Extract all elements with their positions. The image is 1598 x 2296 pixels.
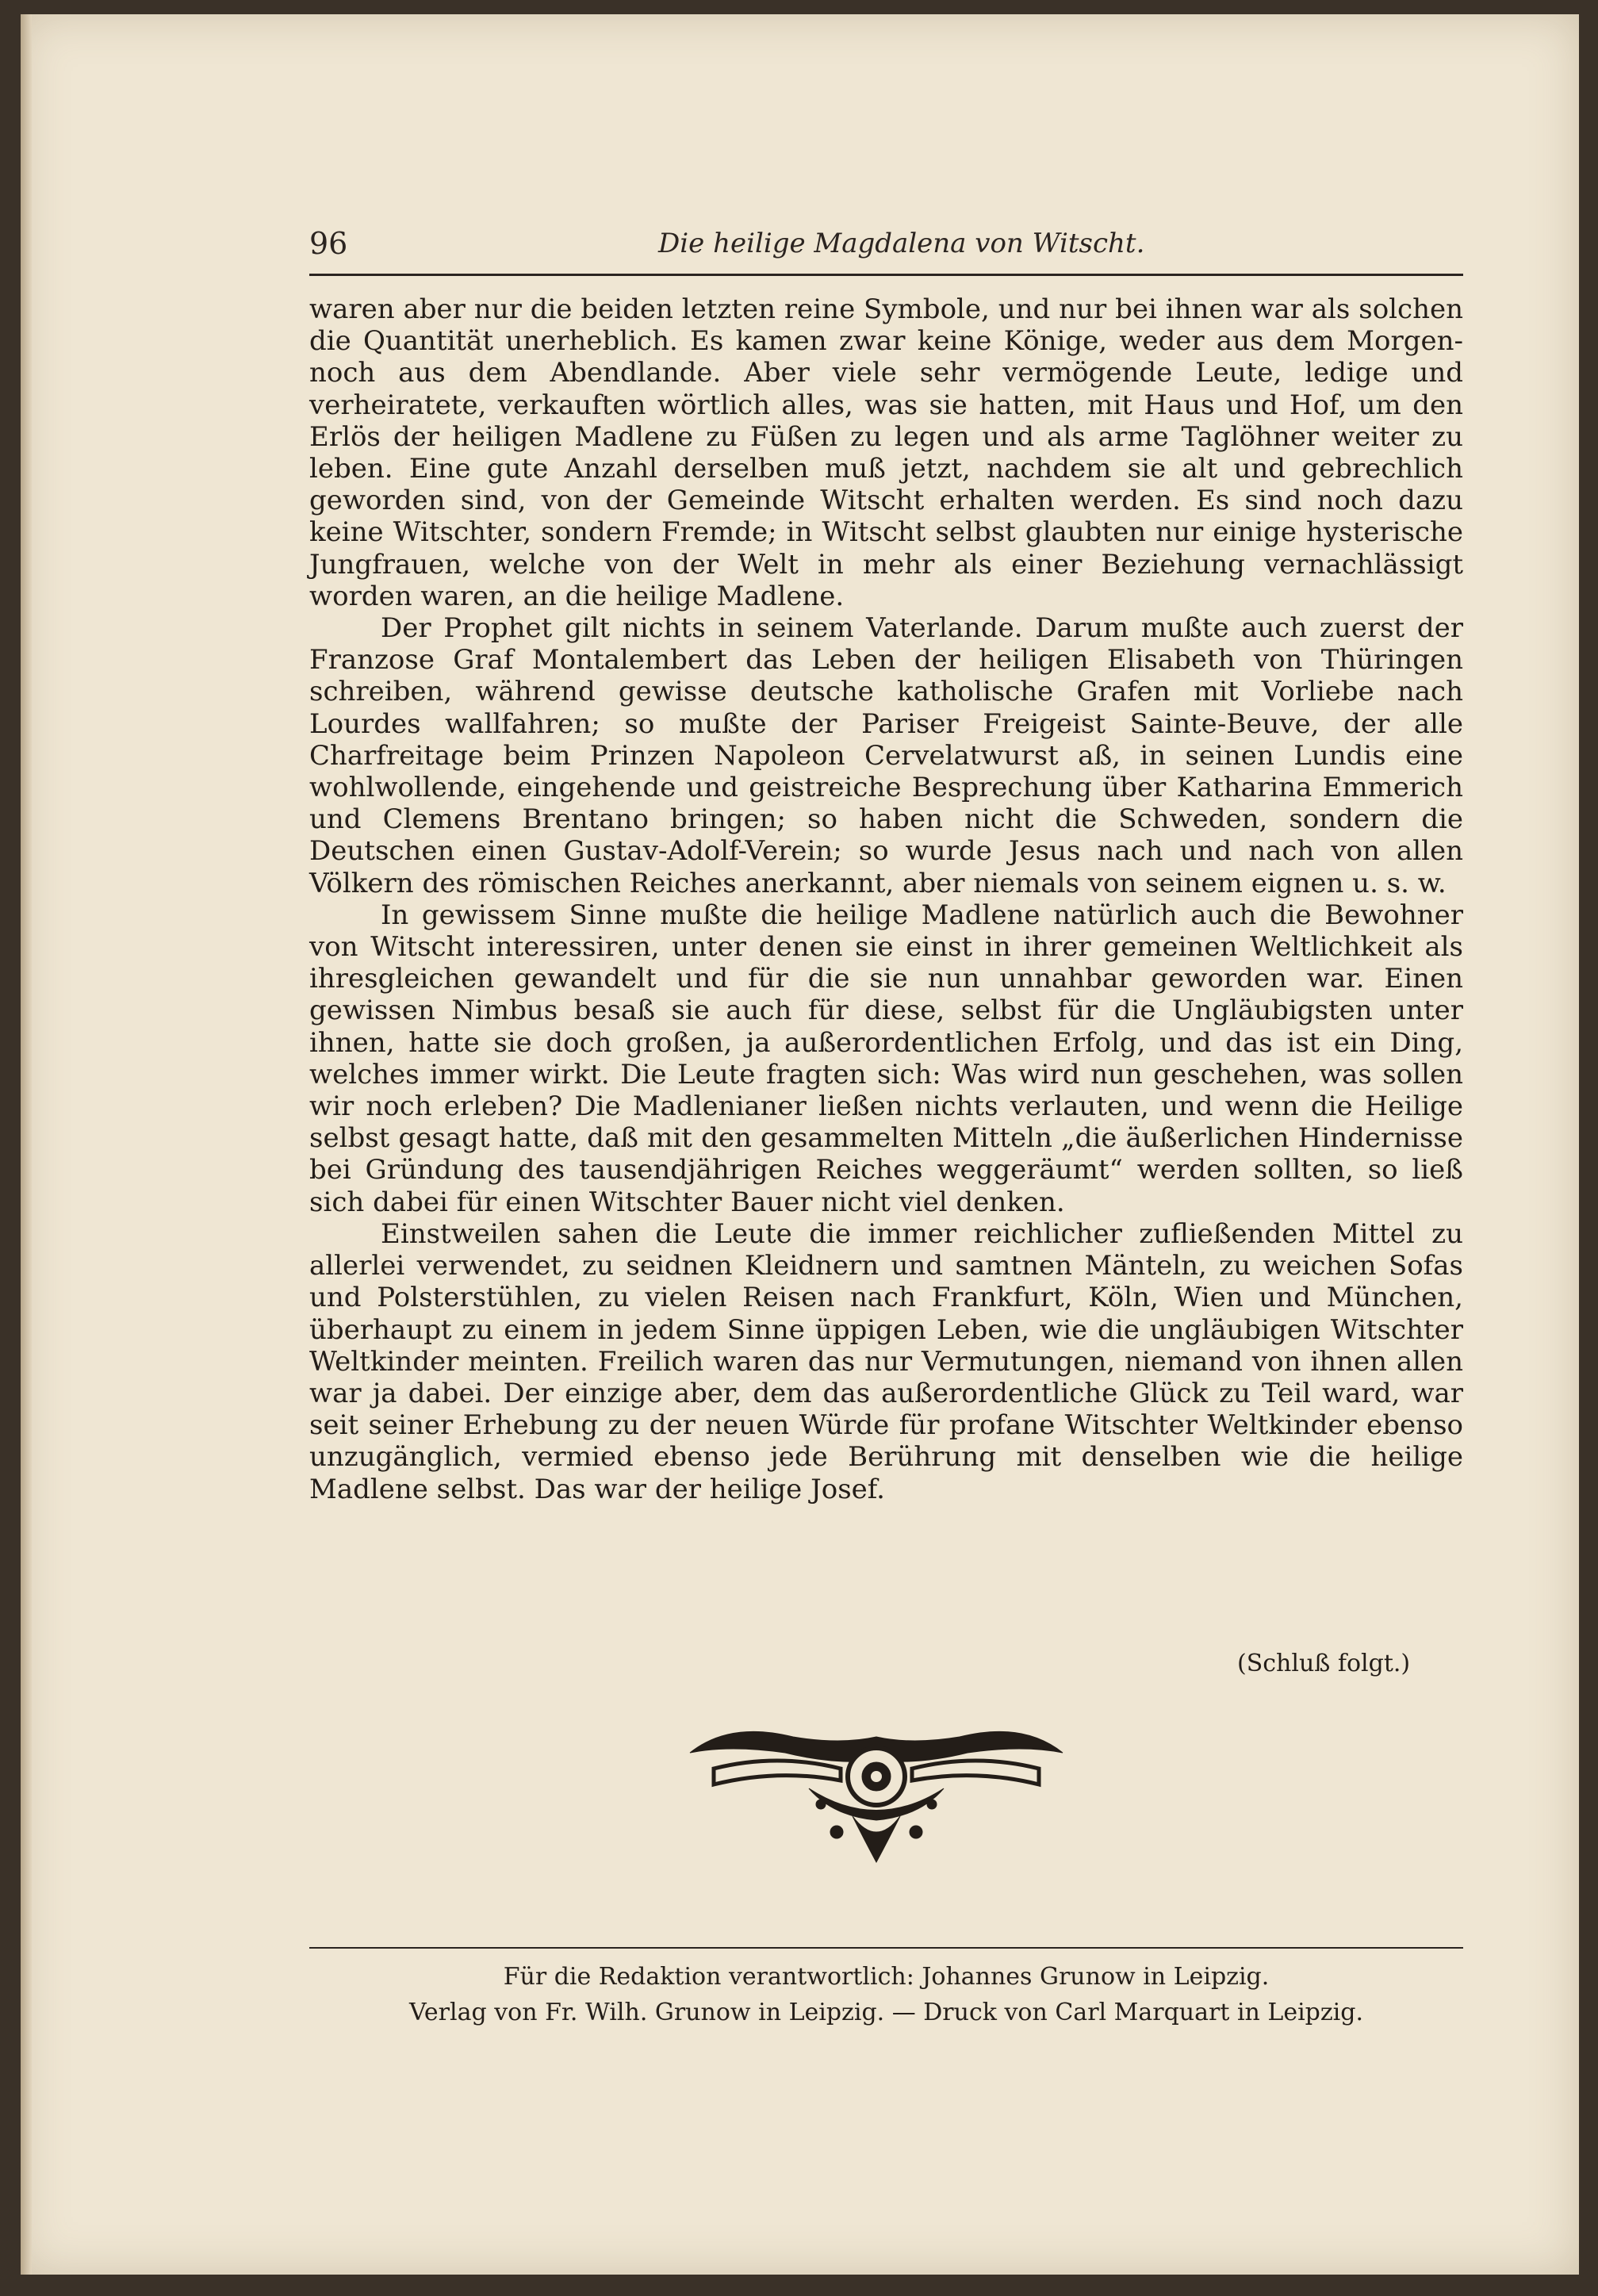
editor-credit: Für die Redaktion verantwortlich: Johannes Grunow in Leipzig. [503,1963,1270,1991]
publisher-credit: Verlag von Fr. Wilh. Grunow in Leipzig. — Druck von Carl Marquart in Leipzig. [408,1999,1364,2026]
footer-rule [309,1947,1463,1949]
page-header [309,226,1459,266]
running-title: Die heilige Magdalena von Witscht. [658,228,1145,259]
paragraph: In gewissem Sinne mußte die heilige Madlene natürlich auch die Bewohner von Witscht interessiren, unter denen sie einst in ihrer gemeinen Weltlichkeit als ihresgleichen gewandelt und für die sie nun unnahbar geworden war. Einen gewissen Nimbus besaß sie auch für diese, selbst für die Ungläubigsten unter ihnen, hatte sie doch großen, ja außerordentlichen Erfolg, und das ist ein Ding, welches immer wirkt. Die Leute fragten sich: Was wird nun geschehen, was sollen wir noch erleben? Die Madlenianer ließen nichts verlauten, und wenn die Heilige selbst gesagt hatte, daß mit den gesammelten Mitteln „die äußerlichen Hindernisse bei Gründung des tausendjährigen Reiches weggeräumt“ werden sollten, so ließ sich dabei für einen Witschter Bauer nicht viel denken. [309,899,1463,1218]
floral-tailpiece-icon [682,1721,1071,1864]
paragraph: Der Prophet gilt nichts in seinem Vaterlande. Darum mußte auch zuerst der Franzose Graf Montalembert das Leben der heiligen Elisabeth von Thüringen schreiben, während gewisse deutsche katholische Grafen mit Vorliebe nach Lourdes wallfahren; so mußte der Pariser Freigeist Sainte-Beuve, der alle Charfreitage beim Prinzen Napoleon Cervelatwurst aß, in seinen Lundis eine wohlwollende, eingehende und geistreiche Besprechung über Katharina Emmerich und Clemens Brentano bringen; so haben nicht die Schweden, sondern die Deutschen einen Gustav-Adolf-Verein; so wurde Jesus nach und nach von allen Völkern des römischen Reiches anerkannt, aber niemals von seinem eignen u. s. w. [309,612,1463,899]
paragraph: waren aber nur die beiden letzten reine Symbole, und nur bei ihnen war als solchen die Quantität unerheblich. Es kamen zwar keine Könige, weder aus dem Morgen- noch aus dem Abendlande. Aber viele sehr vermögende Leute, ledige und verheiratete, verkauften wörtlich alles, was sie hatten, mit Haus und Hof, um den Erlös der heiligen Madlene zu Füßen zu legen und als arme Taglöhner weiter zu leben. Eine gute Anzahl derselben muß jetzt, nachdem sie alt und gebrechlich geworden sind, von der Gemeinde Witscht erhalten werden. Es sind noch dazu keine Witschter, sondern Fremde; in Witscht selbst glaubten nur einige hysterische Jungfrauen, welche von der Welt in mehr als einer Beziehung vernachlässigt worden waren, an die heilige Madlene. [309,293,1463,612]
page-number: 96 [309,226,348,261]
header-rule [309,274,1463,276]
paragraph: Einstweilen sahen die Leute die immer reichlicher zufließenden Mittel zu allerlei verwendet, zu seidnen Kleidnern und samtnen Mänteln, zu weichen Sofas und Polsterstühlen, zu vielen Reisen nach Frankfurt, Köln, Wien und München, überhaupt zu einem in jedem Sinne üppigen Leben, wie die ungläubigen Witschter Weltkinder meinten. Freilich waren das nur Vermutungen, niemand von ihnen allen war ja dabei. Der einzige aber, dem das außerordentliche Glück zu Teil ward, war seit seiner Erhebung zu der neuen Würde für profane Witschter Weltkinder ebenso unzugänglich, vermied ebenso jede Berührung mit denselben wie die heilige Madlene selbst. Das war der heilige Josef. [309,1217,1463,1505]
continuation-note: (Schluß folgt.) [1237,1650,1411,1677]
page-edge [21,14,32,2275]
body-text [309,293,1463,1505]
